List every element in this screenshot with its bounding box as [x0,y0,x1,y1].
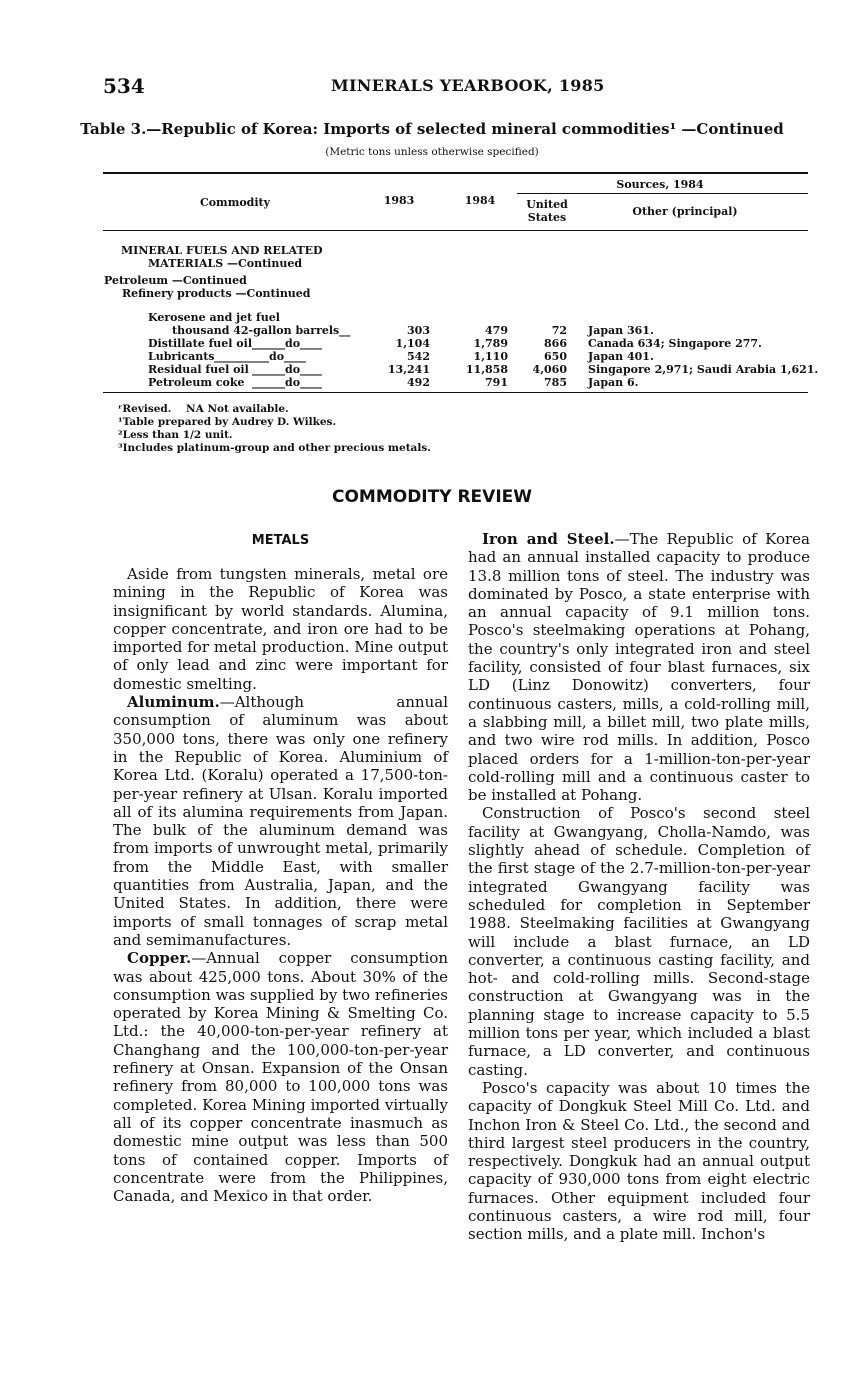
paragraph [113,693,448,949]
table-title: Table 3.—Republic of Korea: Imports of selected mineral commodities¹ —Continued [80,120,784,138]
stub-materials-continued: MATERIALS —Continued [148,257,303,270]
commodity-review-heading: COMMODITY REVIEW [331,487,533,507]
row-value-1983: 303 [407,324,430,337]
row-value-1983: 492 [407,376,430,389]
row-commodity: Distillate fuel oil [148,337,252,350]
footnote-platinum: ³Includes platinum-group and other precious metals. [118,442,431,454]
row-other-sources: Singapore 2,971; Saudi Arabia 1,621. [588,363,819,376]
row-value-1983: 542 [407,350,430,363]
row-value-us: 650 [544,350,567,363]
footnote-prepared-by: ¹Table prepared by Audrey D. Wilkes. [118,416,337,428]
stub-mineral-fuels: MINERAL FUELS AND RELATED [121,244,323,257]
row-value-1983: 13,241 [387,363,430,376]
run-in-heading: Copper. [127,949,192,968]
row-other-sources: Japan 6. [588,376,639,389]
table-row [0,350,864,363]
table-top-rule [103,172,808,174]
row-unit: ______do____ [252,337,323,350]
paragraph: Aside from tungsten minerals, metal ore mining in the Republic of Korea was insignificant by world standards. Alumina, copper concentrate, and iron ore had to be imported for metal production. Mine output of only lead and zinc were important for domestic smelting. [113,565,448,693]
table-subtitle: (Metric tons unless otherwise specified) [325,146,539,158]
table-row [0,363,864,376]
col-header-1984: 1984 [464,194,496,207]
row-commodity: Residual fuel oil [148,363,249,376]
sources-rule [517,193,808,194]
table-row [0,324,864,337]
running-head [103,74,804,98]
stub-petroleum: Petroleum —Continued [104,274,247,287]
col-header-commodity: Commodity [199,196,271,209]
row-value-us: 4,060 [532,363,567,376]
run-in-heading: Aluminum. [127,693,220,712]
table-bottom-rule [103,392,808,393]
paragraph-text: —Although annual consumption of aluminum was about 350,000 tons, there was only one refinery in the Republic of Korea. Aluminium of Korea Ltd. (Koralu) operated a 17,500-ton-per-year refinery at Ulsan. Koralu imported all of its alumina requirements from Japan. The bulk of the aluminum demand was from imports of unwrought metal, primarily from the Middle East, with smaller quantities from Australia, Japan, and the United States. In addition, there were imports of small tonnages of scrap metal and semimanufactures. [113,693,448,949]
row-other-sources: Japan 361. [588,324,654,337]
row-value-1983: 1,104 [395,337,430,350]
page-number: 534 [103,74,145,98]
table-row [0,376,864,389]
table-row [0,337,864,350]
row-unit: ______do____ [252,376,323,389]
footnote-less-than: ²Less than 1/2 unit. [118,429,233,441]
col-header-other: Other (principal) [632,205,738,218]
stub-kerosene: Kerosene and jet fuel [148,311,280,324]
row-unit: __________do____ [214,350,307,363]
row-value-1984: 11,858 [465,363,508,376]
row-value-1984: 1,789 [473,337,508,350]
row-value-1984: 479 [485,324,508,337]
row-value-us: 785 [544,376,567,389]
book-title: MINERALS YEARBOOK, 1985 [331,76,605,95]
col-header-sources: Sources, 1984 [616,178,704,191]
row-unit: ______do____ [252,363,323,376]
paragraph-text: —Annual copper consumption was about 425,000 tons. About 30% of the consumption was supplied by two refineries operated by Korea Mining & Smelting Co. Ltd.: the 40,000-ton-per-year refinery at Changhang and the 100,000-ton-per-year refinery at Onsan. Expansion of the Onsan refinery from 80,000 to 100,000 tons was completed. Korea Mining imported virtually all of its copper concentrate inasmuch as domestic mine output was less than 500 tons of contained copper. Imports of concentrate were from the Philippines, Canada, and Mexico in that order. [113,949,448,1206]
table-header-rule [103,230,808,231]
col-header-united-states: United States [526,198,568,224]
row-value-1984: 1,110 [473,350,508,363]
paragraph-text: —The Republic of Korea had an annual installed capacity to produce 13.8 million tons of steel. The industry was dominated by Posco, a state enterprise with an annual capacity of 9.1 million tons. Posco's steelmaking operations at Pohang, the country's only integrated iron and steel facility, consisted of four blast furnaces, six LD (Linz Donowitz) converters, four continuous casters, mills, a cold-rolling mill, a slabbing mill, a billet mill, two plate mills, and two wire rod mills. In addition, Posco placed orders for a 1-million-ton-per-year cold-rolling mill and a continuous caster to be installed at Pohang. [468,530,810,805]
row-value-us: 866 [544,337,567,350]
row-value-1984: 791 [485,376,508,389]
row-commodity: thousand 42-gallon barrels__ [172,324,351,337]
row-commodity: Lubricants [148,350,215,363]
col-header-1983: 1983 [383,194,415,207]
left-column [113,565,448,1205]
stub-refinery-products: Refinery products —Continued [122,287,311,300]
right-column [468,530,810,1244]
row-value-us: 72 [551,324,567,337]
metals-heading: METALS [251,533,310,548]
run-in-heading: Iron and Steel. [482,530,615,548]
paragraph: Posco's capacity was about 10 times the capacity of Dongkuk Steel Mill Co. Ltd. and Inchon Iron & Steel Co. Ltd., the second and third largest steel producers in the country, respectively. Dongkuk had an annual output capacity of 930,000 tons from eight electric furnaces. Other equipment included four continuous casters, a wire rod mill, four section mills, and a plate mill. Inchon's [468,1078,810,1244]
paragraph [468,530,810,804]
footnote-revised: ʳRevised. NA Not available. [118,403,289,415]
row-other-sources: Canada 634; Singapore 277. [588,337,762,350]
row-commodity: Petroleum coke [148,376,245,389]
row-other-sources: Japan 401. [588,350,654,363]
paragraph [113,949,448,1205]
paragraph: Construction of Posco's second steel facility at Gwangyang, Cholla-Namdo, was slightly ahead of schedule. Completion of the first stage of the 2.7-million-ton-per-year integrated Gwangyang facility was scheduled for completion in September 1988. Steelmaking facilities at Gwangyang will include a blast furnace, an LD converter, a continuous casting facility, and hot- and cold-rolling mills. Second-stage construction at Gwangyang was in the planning stage to increase capacity to 5.5 million tons per year, which included a blast furnace, a LD converter, and continuous casting. [468,804,810,1079]
